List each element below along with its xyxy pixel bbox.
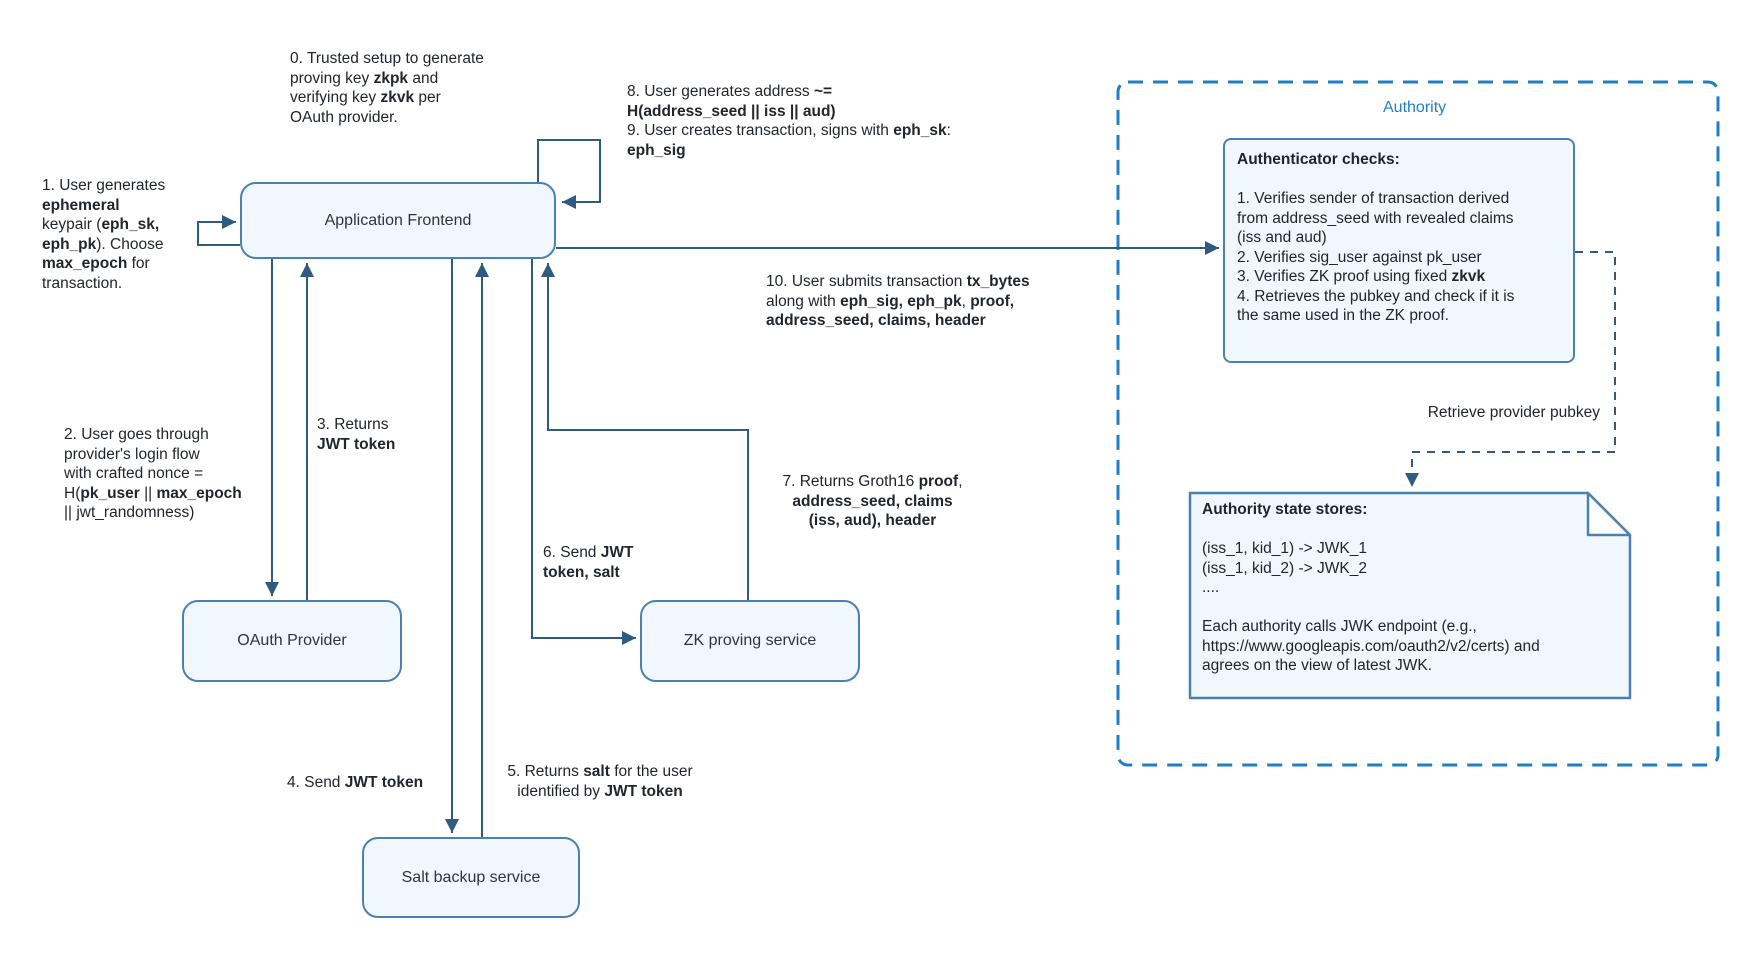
annotation-step-10: 10. User submits transaction tx_bytes along with eph_sig, eph_pk, proof, address_seed, claims, header — [766, 273, 1030, 329]
authenticator-checks-text: Authenticator checks: 1. Verifies sender of transaction derived from address_seed with revealed claims (iss and aud) 2. Verifies sig_user against pk_user 3. Verifies ZK proof using fixed zkvk 4. Retrieves the pubkey and check if it is the same used in the ZK proof. — [1237, 151, 1515, 324]
annotation-step-6: 6. Send JWT token, salt — [543, 544, 634, 581]
retrieve-provider-pubkey-label: Retrieve provider pubkey — [1427, 404, 1600, 421]
node-oauth-provider — [182, 600, 402, 682]
node-application-frontend-label: Application Frontend — [324, 211, 472, 229]
node-zk-proving-service-label: ZK proving service — [683, 632, 817, 649]
node-salt-backup-service-label: Salt backup service — [401, 868, 541, 886]
annotation-step-1: 1. User generates ephemeral keypair (eph_sk, eph_pk). Choose max_epoch for transaction. — [42, 177, 166, 292]
annotation-step-8-9: 8. User generates address ~= H(address_seed || iss || aud) 9. User creates transaction, signs with eph_sk: eph_sig — [627, 83, 951, 159]
annotation-step-0: 0. Trusted setup to generate proving key zkpk and verifying key zkvk per OAuth provider. — [290, 50, 484, 126]
authenticator-checks-box — [1223, 138, 1575, 363]
authority-label: Authority — [1383, 99, 1447, 116]
node-salt-backup-service — [362, 837, 580, 918]
node-zk-proving-service — [640, 600, 860, 682]
arrow-self-loop-generate-keypair — [198, 222, 240, 245]
annotation-step-3: 3. Returns JWT token — [317, 416, 396, 453]
annotation-step-4: 4. Send JWT token — [287, 774, 424, 791]
node-application-frontend — [240, 182, 556, 259]
annotation-step-7: 7. Returns Groth16 proof, address_seed, claims (iss, aud), header — [782, 473, 963, 529]
annotation-step-5: 5. Returns salt for the user identified by JWT token — [507, 763, 693, 800]
annotation-step-2: 2. User goes through provider's login flow with crafted nonce = H(pk_user || max_epoch || jwt_randomness) — [64, 426, 242, 521]
authority-state-note-text: Authority state stores: (iss_1, kid_1) -> JWK_1 (iss_1, kid_2) -> JWK_2 .... Each authority calls JWK endpoint (e.g., https://www.googleapis.com/oauth2/v2/certs) and agrees on the view of latest JWK. — [1202, 501, 1540, 674]
node-oauth-provider-label: OAuth Provider — [237, 632, 347, 649]
